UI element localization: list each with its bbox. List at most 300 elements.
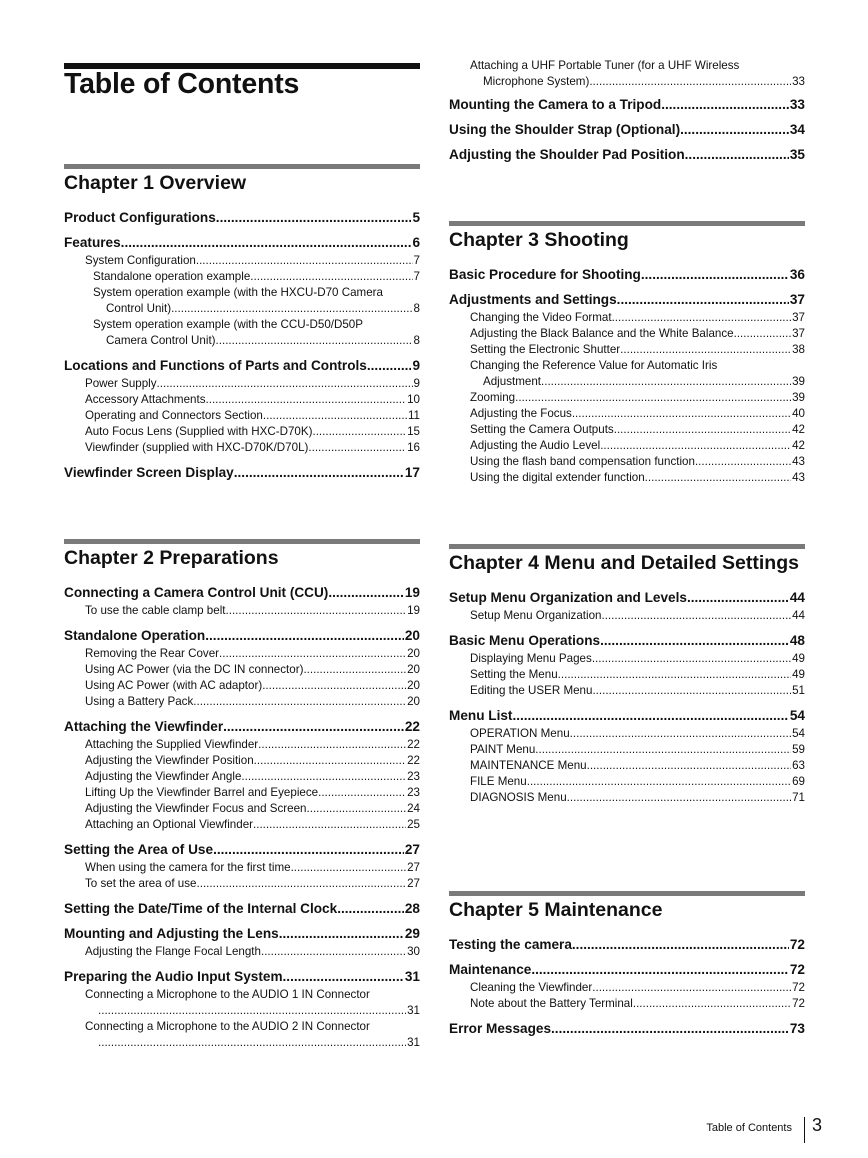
toc-entry[interactable] [64, 718, 420, 735]
subentry-group [64, 646, 420, 710]
toc-subentry[interactable] [64, 860, 420, 876]
subentry-page: 72 [792, 997, 805, 1010]
chapter-heading: Chapter 5 Maintenance [449, 899, 663, 921]
dot-leader [157, 376, 413, 392]
subentry-page: 30 [407, 945, 420, 958]
toc-subentry[interactable] [64, 769, 420, 785]
chapter-rule [449, 891, 805, 896]
subentry-title: Setup Menu Organization [470, 609, 602, 622]
subentry-title: PAINT Menu [470, 743, 536, 756]
subentry-page: 63 [792, 759, 805, 772]
dot-leader [262, 678, 406, 694]
toc-subentry[interactable] [64, 694, 420, 710]
subentry-title: Connecting a Microphone to the AUDIO 1 IN Connector [85, 988, 370, 1001]
dot-leader [196, 253, 413, 269]
subentry-title: Lifting Up the Viewfinder Barrel and Eyepiece [85, 786, 319, 799]
entry-title: Product Configurations [64, 210, 216, 225]
subentry-title: Zooming [470, 391, 516, 404]
dot-leader [303, 662, 406, 678]
toc-entry[interactable] [64, 209, 420, 226]
toc-entry[interactable] [449, 632, 805, 649]
dot-leader [592, 683, 791, 699]
subentry-title: Setting the Menu [470, 668, 558, 681]
dot-leader [206, 392, 407, 408]
subentry-page: 27 [407, 861, 420, 874]
toc-subentry[interactable] [449, 667, 805, 683]
entry-title: Adjusting the Shoulder Pad Position [449, 147, 685, 162]
toc-subentry[interactable] [64, 392, 420, 408]
subentry-title: Removing the Rear Cover [85, 647, 220, 660]
subentry-page: 42 [792, 423, 805, 436]
subentry-page: 54 [792, 727, 805, 740]
toc-entry[interactable] [64, 627, 420, 644]
subentry-title: OPERATION Menu [470, 727, 570, 740]
toc-entry[interactable] [64, 464, 420, 481]
subentry-group [449, 310, 805, 486]
dot-leader [687, 589, 789, 606]
dot-leader [527, 774, 791, 790]
subentry-group [64, 603, 420, 619]
subentry-page: 51 [792, 684, 805, 697]
toc-entry[interactable] [449, 589, 805, 606]
toc-subentry[interactable] [449, 342, 805, 358]
subentry-page: 31 [407, 1004, 420, 1017]
subentry-title: Adjusting the Audio Level [470, 439, 601, 452]
toc-subentry[interactable] [64, 285, 420, 317]
toc-entry[interactable] [449, 961, 805, 978]
entry-title: Menu List [449, 708, 513, 723]
subentry-page: 49 [792, 668, 805, 681]
entry-page: 72 [789, 962, 805, 977]
subentry-page: 42 [792, 439, 805, 452]
subentry-title: Adjusting the Flange Focal Length [85, 945, 261, 958]
toc-subentry[interactable] [449, 758, 805, 774]
dot-leader [515, 390, 791, 406]
toc-entry[interactable] [64, 900, 420, 917]
dot-leader [328, 584, 404, 601]
dot-leader [250, 269, 412, 285]
subentry-title: Power Supply [85, 377, 157, 390]
subentry-title: Using the flash band compensation function [470, 455, 695, 468]
toc-subentry[interactable] [449, 358, 805, 390]
entry-title: Setup Menu Organization and Levels [449, 590, 687, 605]
subentry-title: When using the camera for the first time [85, 861, 291, 874]
entry-title: Viewfinder Screen Display [64, 465, 234, 480]
subentry-page: 27 [407, 877, 420, 890]
toc-entries [64, 584, 420, 1051]
dot-leader [307, 801, 407, 817]
dot-leader [633, 996, 791, 1012]
entry-title: Standalone Operation [64, 628, 206, 643]
entry-title: Connecting a Camera Control Unit (CCU) [64, 585, 329, 600]
dot-leader [592, 651, 791, 667]
dot-leader [308, 440, 406, 456]
subentry-title: Accessory Attachments [85, 393, 206, 406]
entry-page: 22 [404, 719, 420, 734]
toc-subentry[interactable] [449, 454, 805, 470]
toc-entries [449, 936, 805, 1037]
entry-title: Features [64, 235, 121, 250]
footer-divider [804, 1117, 805, 1143]
subentry-page: 16 [407, 441, 420, 454]
toc-entry[interactable] [449, 707, 805, 724]
subentry-page: 40 [792, 407, 805, 420]
subentry-title: Connecting a Microphone to the AUDIO 2 IN Connector [85, 1020, 370, 1033]
entry-page: 31 [404, 969, 420, 984]
dot-leader [234, 464, 404, 481]
subentry-title: To set the area of use [85, 877, 197, 890]
toc-entry[interactable] [449, 291, 805, 308]
entry-title: Setting the Area of Use [64, 842, 214, 857]
dot-leader [219, 646, 406, 662]
dot-leader [193, 694, 406, 710]
toc-subentry[interactable] [64, 376, 420, 392]
toc-subentry[interactable] [449, 980, 805, 996]
entry-title: Using the Shoulder Strap (Optional) [449, 122, 681, 137]
subentry-title: Adjusting the Viewfinder Angle [85, 770, 242, 783]
dot-leader [558, 667, 791, 683]
subentry-title: Displaying Menu Pages [470, 652, 592, 665]
dot-leader [648, 470, 791, 486]
subentry-title: Using the digital extender function. [470, 471, 648, 484]
subentry-group [64, 944, 420, 960]
toc-subentry[interactable] [64, 408, 420, 424]
subentry-page: 8 [413, 334, 420, 347]
subentry-title: Attaching an Optional Viewfinder [85, 818, 254, 831]
subentry-group [449, 980, 805, 1012]
toc-subentry[interactable] [64, 678, 420, 694]
dot-leader [541, 374, 791, 390]
subentry-page: 37 [792, 311, 805, 324]
subentry-group [64, 253, 420, 349]
toc-entry[interactable] [449, 1020, 805, 1037]
subentry-page: 8 [413, 302, 420, 315]
subentry-line [93, 301, 420, 317]
subentry-page: 7 [413, 270, 420, 283]
dot-leader [121, 234, 412, 251]
entry-title: Preparing the Audio Input System [64, 969, 283, 984]
footer-section-label: Table of Contents [706, 1122, 792, 1134]
chapter-3-section [449, 221, 805, 486]
toc-entry[interactable] [449, 96, 805, 113]
toc-subentry[interactable] [449, 470, 805, 486]
subentry-title: Using AC Power (via the DC IN connector) [85, 663, 304, 676]
toc-subentry[interactable] [64, 646, 420, 662]
subentry-title-cont: Adjustment [483, 375, 541, 388]
subentry-page: 71 [792, 791, 805, 804]
entry-title: Basic Procedure for Shooting [449, 267, 641, 282]
dot-leader [205, 627, 404, 644]
toc-subentry[interactable] [64, 987, 420, 1019]
chapter-heading: Chapter 4 Menu and Detailed Settings [449, 552, 799, 574]
entry-title: Attaching the Viewfinder [64, 719, 224, 734]
dot-leader [197, 876, 407, 892]
dot-leader [695, 454, 791, 470]
subentry-page: 20 [407, 695, 420, 708]
subentry-page: 11 [407, 409, 420, 422]
dot-leader [171, 301, 412, 317]
subentry-title: System operation example (with the CCU-D50/D50P [93, 318, 363, 331]
dot-leader [531, 961, 789, 978]
page-number: 3 [812, 1115, 823, 1135]
toc-subentry[interactable] [449, 683, 805, 699]
subentry-title: MAINTENANCE Menu [470, 759, 587, 772]
subentry-page: 59 [792, 743, 805, 756]
chapter-rule [449, 544, 805, 549]
chapter-rule [64, 539, 420, 544]
toc-subentry[interactable] [449, 58, 805, 90]
chapter-heading: Chapter 2 Preparations [64, 547, 279, 569]
subentry-line [470, 74, 805, 90]
toc-entry[interactable] [64, 841, 420, 858]
dot-leader [223, 718, 404, 735]
subentry-page: 15 [407, 425, 420, 438]
chapter-heading: Chapter 1 Overview [64, 172, 247, 194]
dot-leader [617, 291, 789, 308]
entry-title: Maintenance [449, 962, 532, 977]
toc-entries [449, 58, 805, 163]
entry-title: Locations and Functions of Parts and Controls [64, 358, 367, 373]
chapter-1-section [64, 164, 420, 481]
toc-subentry[interactable] [64, 1019, 420, 1051]
toc-subentry[interactable] [64, 662, 420, 678]
toc-subentry[interactable] [64, 440, 420, 456]
entry-page: 34 [789, 122, 805, 137]
toc-entry[interactable] [64, 925, 420, 942]
toc-subentry[interactable] [64, 603, 420, 619]
dot-leader [216, 333, 413, 349]
dot-leader [535, 742, 791, 758]
subentry-title: Note about the Battery Terminal [470, 997, 633, 1010]
subentry-title-cont: Control Unit) [106, 302, 172, 315]
entry-page: 44 [789, 590, 805, 605]
entry-title: Error Messages [449, 1021, 552, 1036]
dot-leader [661, 96, 789, 113]
subentry-title: Using AC Power (with AC adaptor) [85, 679, 263, 692]
toc-subentry[interactable] [64, 876, 420, 892]
chapter-5-section [449, 891, 805, 1037]
subentry-title: FILE Menu [470, 775, 527, 788]
entry-title: Setting the Date/Time of the Internal Clock [64, 901, 338, 916]
entry-page: 6 [412, 235, 420, 250]
subentry-title: Attaching a UHF Portable Tuner (for a UHF Wireless [470, 59, 740, 72]
entry-page: 33 [789, 97, 805, 112]
dot-leader [258, 737, 406, 753]
toc-subentry[interactable] [64, 944, 420, 960]
subentry-group [449, 651, 805, 699]
dot-leader [367, 357, 412, 374]
subentry-title: Adjusting the Viewfinder Focus and Screen [85, 802, 307, 815]
subentry-page: 24 [407, 802, 420, 815]
dot-leader [216, 209, 412, 226]
toc-subentry[interactable] [64, 785, 420, 801]
toc-subentry[interactable] [449, 651, 805, 667]
dot-leader [600, 438, 791, 454]
toc-entry[interactable] [449, 121, 805, 138]
subentry-title: Adjusting the Focus [470, 407, 572, 420]
toc-subentry[interactable] [64, 753, 420, 769]
subentry-page: 39 [792, 391, 805, 404]
dot-leader [570, 726, 791, 742]
entry-title: Adjustments and Settings [449, 292, 617, 307]
subentry-title: DIAGNOSIS Menu [470, 791, 567, 804]
dot-leader [279, 925, 404, 942]
toc-subentry[interactable] [449, 790, 805, 806]
toc-entry[interactable] [449, 266, 805, 283]
subentry-title: Editing the USER Menu [470, 684, 593, 697]
entry-page: 54 [789, 708, 805, 723]
subentry-page: 72 [792, 981, 805, 994]
toc-subentry[interactable] [449, 438, 805, 454]
dot-leader [254, 753, 406, 769]
dot-leader [641, 266, 789, 283]
toc-subentry[interactable] [449, 326, 805, 342]
toc-entry[interactable] [64, 584, 420, 601]
entry-page: 72 [789, 937, 805, 952]
subentry-page: 10 [407, 393, 420, 406]
subentry-group [64, 737, 420, 833]
dot-leader [253, 817, 406, 833]
subentry-group [64, 987, 420, 1051]
subentry-group [64, 376, 420, 456]
subentry-page: 43 [792, 455, 805, 468]
entry-page: 28 [404, 901, 420, 916]
subentry-page: 43 [792, 471, 805, 484]
subentry-title: Setting the Electronic Shutter [470, 343, 621, 356]
toc-subentry[interactable] [64, 424, 420, 440]
toc-subentry[interactable] [64, 817, 420, 833]
toc-subentry[interactable] [449, 726, 805, 742]
dot-leader [213, 841, 404, 858]
page-title: Table of Contents [64, 68, 300, 100]
entry-page: 5 [412, 210, 420, 225]
subentry-line [470, 374, 805, 390]
subentry-line [85, 1035, 420, 1051]
dot-leader [572, 936, 789, 953]
toc-subentry[interactable] [64, 801, 420, 817]
toc-entry[interactable] [64, 234, 420, 251]
dot-leader [587, 758, 791, 774]
subentry-page: 23 [407, 770, 420, 783]
subentry-title-cont: Microphone System) [483, 75, 590, 88]
toc-subentry[interactable] [64, 253, 420, 269]
entry-page: 9 [412, 358, 420, 373]
entry-page: 35 [789, 147, 805, 162]
toc-entries [449, 589, 805, 806]
subentry-page: 22 [407, 754, 420, 767]
subentry-page: 69 [792, 775, 805, 788]
entry-page: 48 [789, 633, 805, 648]
chapter-rule [64, 164, 420, 169]
toc-subentry[interactable] [449, 742, 805, 758]
dot-leader [337, 900, 404, 917]
subentry-title: Setting the Camera Outputs [470, 423, 614, 436]
subentry-page: 31 [407, 1036, 420, 1049]
dot-leader [226, 603, 407, 619]
toc-entry[interactable] [64, 357, 420, 374]
toc-subentry[interactable] [449, 422, 805, 438]
toc-entries [449, 266, 805, 486]
entry-page: 36 [789, 267, 805, 282]
dot-leader [620, 342, 791, 358]
subentry-page: 20 [407, 647, 420, 660]
toc-entry[interactable] [449, 146, 805, 163]
entry-page: 29 [404, 926, 420, 941]
entry-title: Testing the camera [449, 937, 572, 952]
subentry-title: Cleaning the Viewfinder [470, 981, 593, 994]
chapter-2-continuation [449, 44, 805, 163]
subentry-title: Changing the Video Format [470, 311, 612, 324]
subentry-page: 7 [413, 254, 420, 267]
subentry-title-cont: Camera Control Unit) [106, 334, 216, 347]
toc-subentry[interactable] [64, 317, 420, 349]
subentry-title: Changing the Reference Value for Automatic Iris [470, 359, 718, 372]
toc-entry[interactable] [449, 936, 805, 953]
dot-leader [241, 769, 406, 785]
subentry-page: 23 [407, 786, 420, 799]
subentry-page: 20 [407, 679, 420, 692]
subentry-page: 20 [407, 663, 420, 676]
entry-title: Mounting and Adjusting the Lens [64, 926, 279, 941]
dot-leader [680, 121, 789, 138]
dot-leader [98, 1035, 406, 1051]
subentry-title: Operating and Connectors Section [85, 409, 263, 422]
subentry-group [449, 726, 805, 806]
entry-page: 27 [404, 842, 420, 857]
subentry-page: 22 [407, 738, 420, 751]
toc-subentry[interactable] [64, 269, 420, 285]
subentry-page: 19 [407, 604, 420, 617]
dot-leader [589, 74, 791, 90]
dot-leader [291, 860, 407, 876]
subentry-title: Adjusting the Viewfinder Position [85, 754, 254, 767]
entry-page: 37 [789, 292, 805, 307]
dot-leader [612, 310, 792, 326]
chapter-heading: Chapter 3 Shooting [449, 229, 629, 251]
dot-leader [263, 408, 407, 424]
dot-leader [98, 1003, 406, 1019]
dot-leader [261, 944, 406, 960]
dot-leader [567, 790, 791, 806]
dot-leader [685, 146, 789, 163]
toc-subentry[interactable] [64, 737, 420, 753]
subentry-title: Attaching the Supplied Viewfinder [85, 738, 259, 751]
toc-subentry[interactable] [449, 390, 805, 406]
subentry-title: Auto Focus Lens (Supplied with HXC-D70K) [85, 425, 313, 438]
toc-subentry[interactable] [449, 996, 805, 1012]
toc-subentry[interactable] [449, 608, 805, 624]
subentry-group [449, 608, 805, 624]
dot-leader [551, 1020, 789, 1037]
dot-leader [601, 608, 791, 624]
subentry-page: 37 [792, 327, 805, 340]
chapter-rule [449, 221, 805, 226]
toc-subentry[interactable] [449, 310, 805, 326]
toc-entry[interactable] [64, 968, 420, 985]
toc-subentry[interactable] [449, 774, 805, 790]
entry-page: 17 [404, 465, 420, 480]
subentry-page: 25 [407, 818, 420, 831]
subentry-title: System operation example (with the HXCU-D70 Camera [93, 286, 383, 299]
toc-entries [64, 209, 420, 481]
toc-subentry[interactable] [449, 406, 805, 422]
subentry-title: System Configuration [85, 254, 196, 267]
subentry-page: 33 [792, 75, 805, 88]
dot-leader [312, 424, 406, 440]
subentry-title: Standalone operation example [93, 270, 251, 283]
subentry-group [64, 860, 420, 892]
dot-leader [572, 406, 791, 422]
